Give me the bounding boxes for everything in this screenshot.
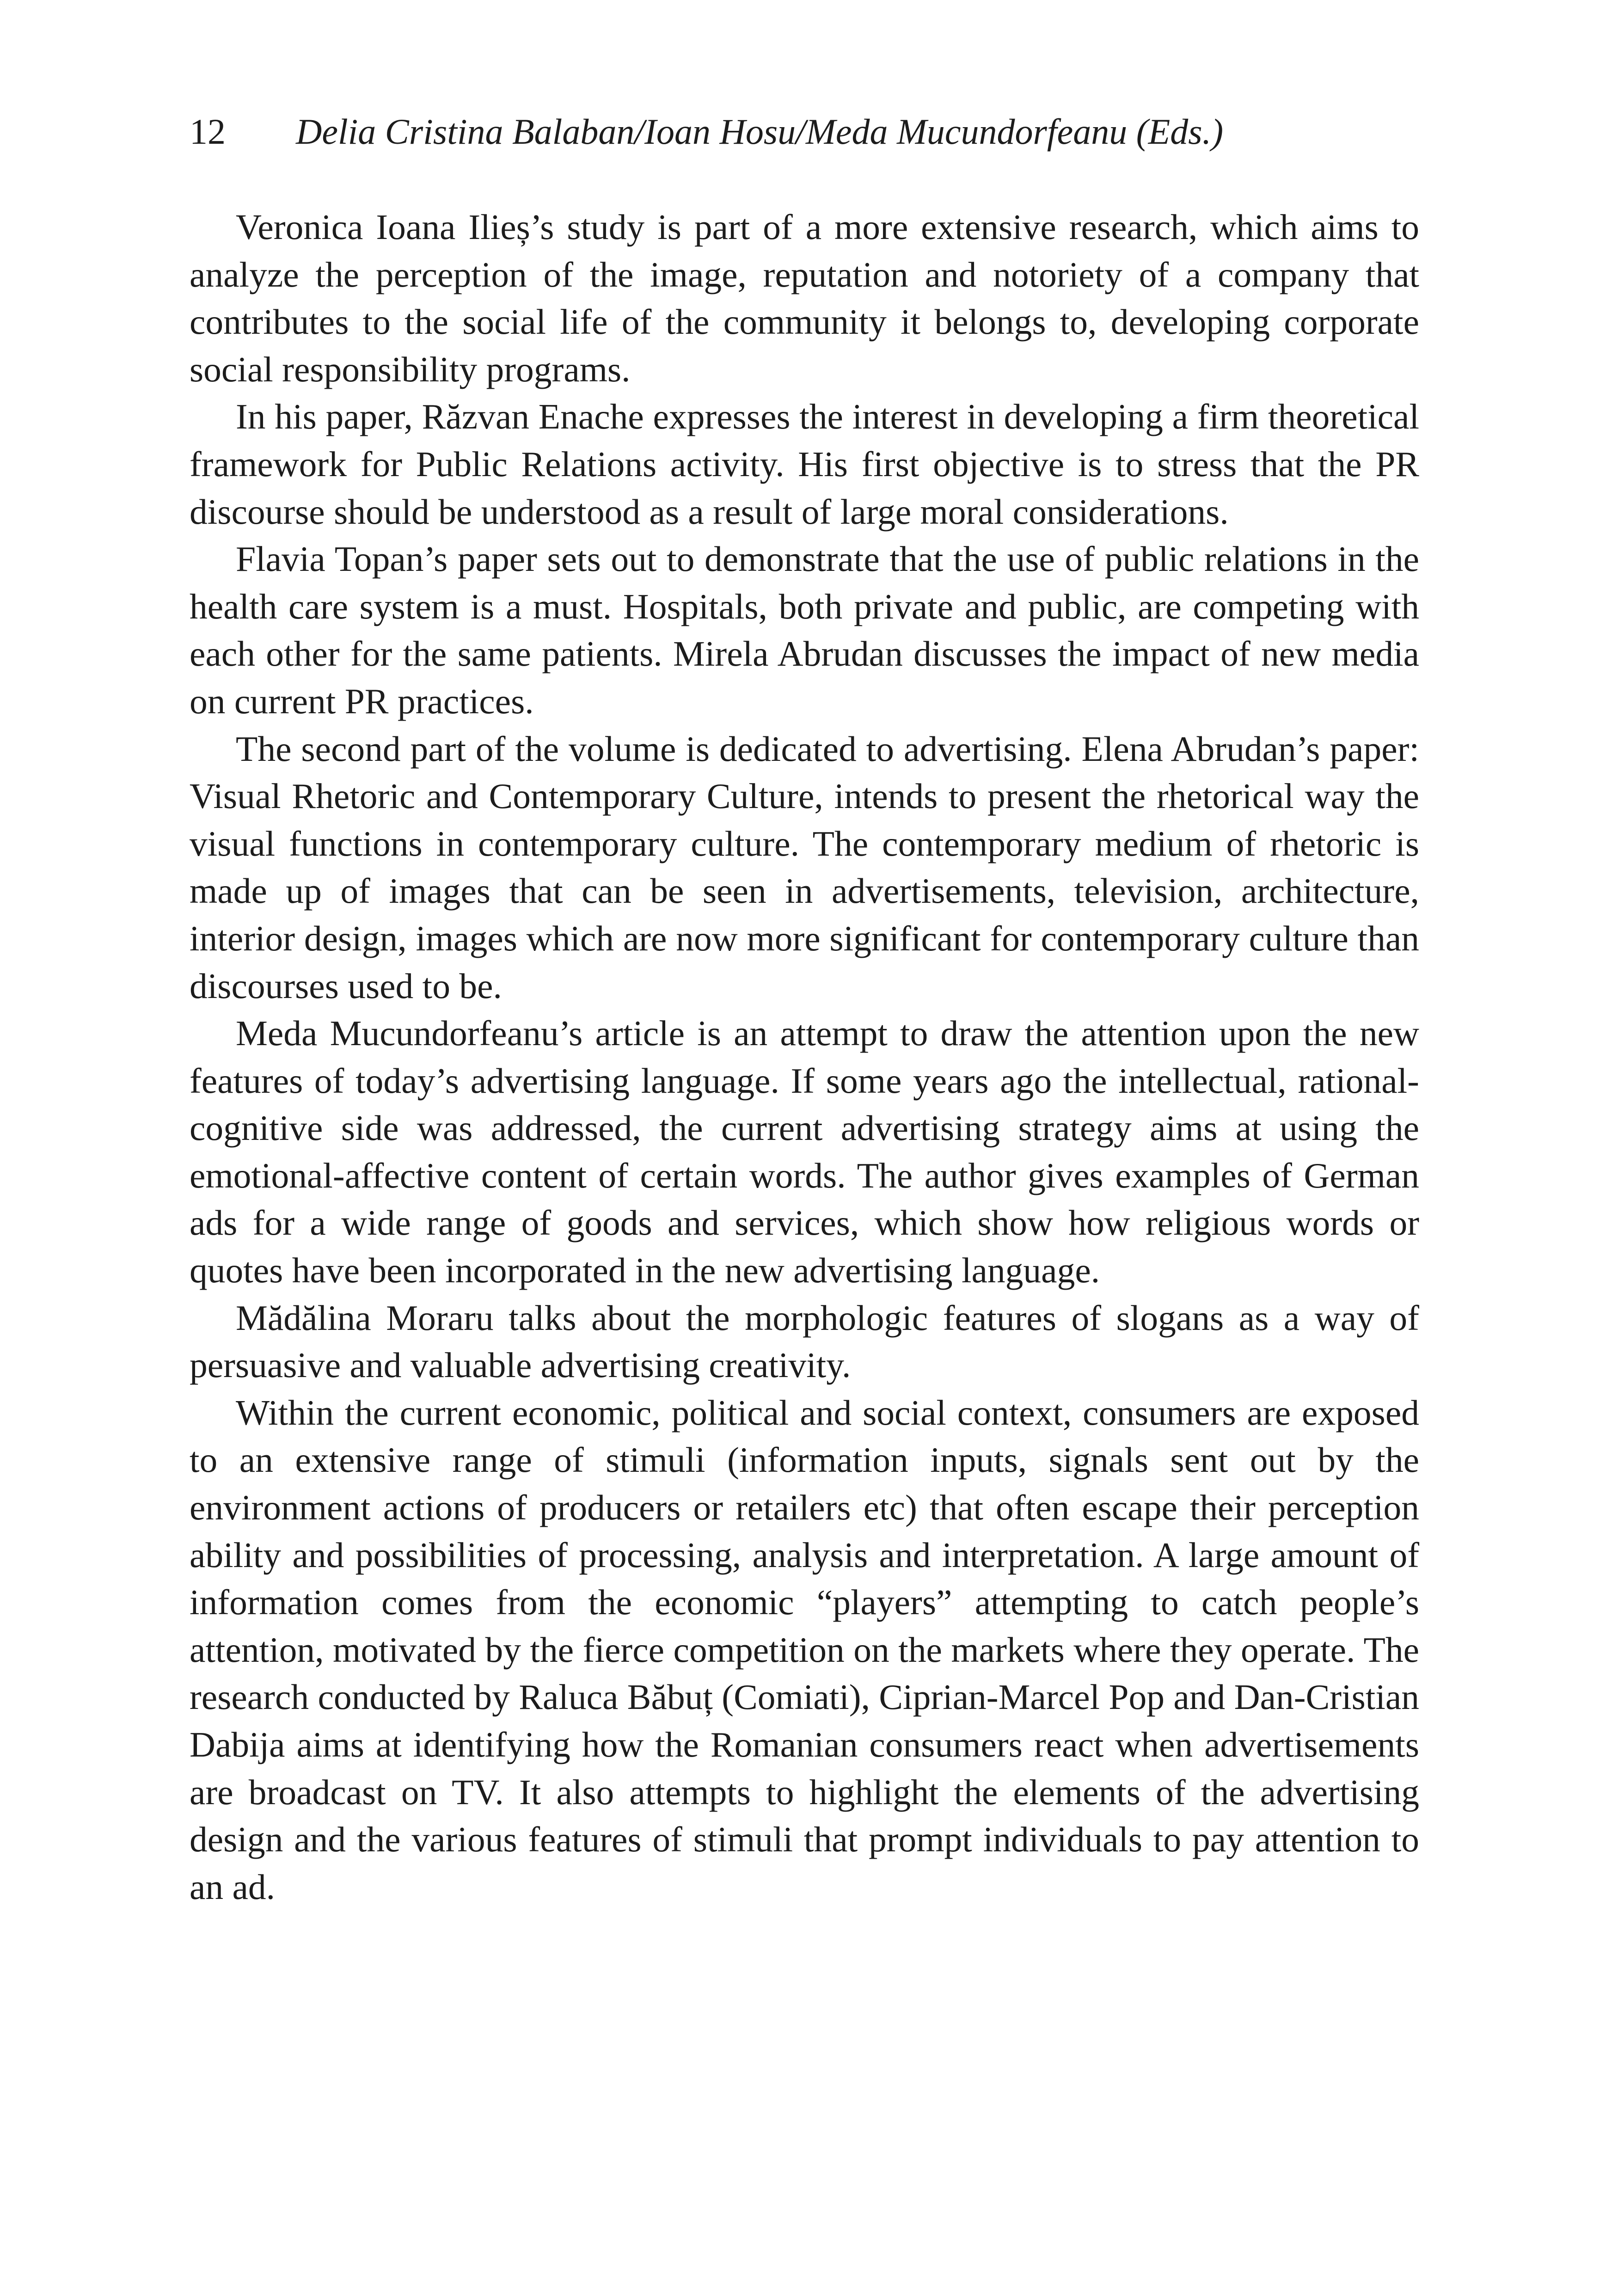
paragraph: Within the current economic, political and social context, consumers are exposed to an extensive range of stimuli (information inputs, signals sent out by the environment actions of producers or retailers etc) that often escape their perception ability and possibilities of processing, analysis and interpretation. A large amount of information comes from the economic “players” attempting to catch people’s attention, motivated by the fierce competition on the markets where they operate. The research conducted by Raluca Băbuț (Comiati), Ciprian-Marcel Pop and Dan-Cristian Dabija aims at identifying how the Romanian consumers react when advertisements are broadcast on TV. It also attempts to highlight the elements of the advertising design and the various features of stimuli that prompt individuals to pay attention to an ad. [190,1392,1420,1907]
running-title: Delia Cristina Balaban/Ioan Hosu/Meda Mucundorfeanu (Eds.) [296,111,1224,152]
running-header [190,104,1428,159]
paragraph: Mădălina Moraru talks about the morphologic features of slogans as a way of persuasive and valuable advertising creativity. [190,1298,1419,1385]
paragraph: Veronica Ioana Ilieș’s study is part of a more extensive research, which aims to analyze the perception of the image, reputation and notoriety of a company that contributes to the social life of the community it belongs to, developing corporate social responsibility programs. [190,207,1419,389]
paragraph: Meda Mucundorfeanu’s article is an attempt to draw the attention upon the new features of today’s advertising language. If some years ago the intellectual, rational-cognitive side was addressed, the current advertising strategy aims at using the emotional-affective content of certain words. The author gives examples of German ads for a wide range of goods and services, which show how religious words or quotes have been incorporated in the new advertising language. [190,1013,1419,1291]
page-number: 12 [190,111,226,152]
paragraph: Flavia Topan’s paper sets out to demonstrate that the use of public relations in the health care system is a must. Hospitals, both private and public, are competing with each other for the same patients. Mirela Abrudan discusses the impact of new media on current PR practices. [190,539,1419,721]
paragraph: In his paper, Răzvan Enache expresses the interest in developing a firm theoretical framework for Public Relations activity. His first objective is to stress that the PR discourse should be understood as a result of large moral considerations. [190,397,1419,532]
paragraph: The second part of the volume is dedicated to advertising. Elena Abrudan’s paper: Visual Rhetoric and Contemporary Culture, intends to present the rhetorical way the visual functions in contemporary culture. The contemporary medium of rhetoric is made up of images that can be seen in advertisements, television, architecture, interior design, images which are now more significant for contemporary culture than discourses used to be. [190,729,1419,1006]
body-text [190,203,1419,1910]
